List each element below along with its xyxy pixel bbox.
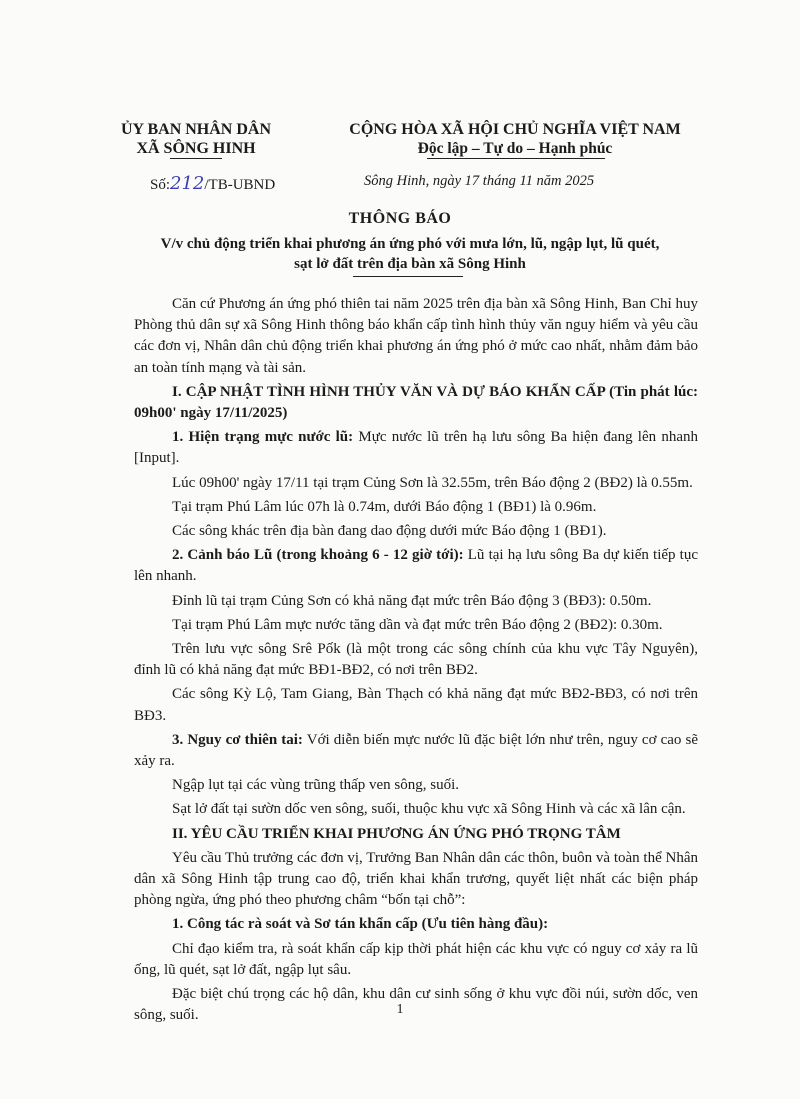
subject-line-2: sạt lở đất trên địa bàn xã Sông Hinh [294, 256, 526, 272]
national-motto: Độc lập – Tự do – Hạnh phúc [417, 140, 613, 157]
document-date: Sông Hinh, ngày 17 tháng 11 năm 2025 [364, 173, 595, 189]
paragraph: Lúc 09h00' ngày 17/11 tại trạm Củng Sơn là 32.55m, trên Báo động 2 (BĐ2) là 0.55m. [172, 474, 693, 491]
subsection-label: 1. Hiện trạng mực nước lũ: [172, 429, 354, 446]
paragraph [134, 427, 698, 469]
document-title: THÔNG BÁO [348, 210, 452, 227]
paragraph-text: Lũ tại hạ lưu sông Ba dự kiến tiếp tục lên nhanh. [134, 547, 698, 585]
paragraph: Các sông Kỳ Lộ, Tam Giang, Bàn Thạch có khả năng đạt mức BĐ2-BĐ3, có nơi trên BĐ3. [134, 686, 698, 724]
paragraph: Chỉ đạo kiểm tra, rà soát khẩn cấp kịp thời phát hiện các khu vực có nguy cơ xảy ra lũ ống, lũ quét, sạt lở đất, ngập lụt sâu. [134, 940, 698, 978]
paragraph: Yêu cầu Thủ trưởng các đơn vị, Trưởng Ban Nhân dân các thôn, buôn và toàn thể Nhân dân xã Sông Hinh tập trung cao độ, triển khai khẩn trương, quyết liệt nhất các biện pháp phòng ngừa, ứng phó theo phương châm “bốn tại chỗ”: [134, 849, 698, 909]
subsection-label: 2. Cảnh báo Lũ (trong khoảng 6 - 12 giờ tới): [172, 547, 464, 564]
paragraph: Ngập lụt tại các vùng trũng thấp ven sông, suối. [172, 777, 460, 794]
authority-underline [170, 158, 222, 159]
subsection-heading: 1. Công tác rà soát và Sơ tán khẩn cấp (Ưu tiên hàng đầu): [172, 916, 549, 933]
section-2-heading: II. YÊU CẦU TRIỂN KHAI PHƯƠNG ÁN ỨNG PHÓ TRỌNG TÂM [172, 825, 621, 842]
subject-line-1: V/v chủ động triển khai phương án ứng phó với mưa lớn, lũ, ngập lụt, lũ quét, [160, 236, 660, 252]
subject-underline [353, 276, 463, 277]
issuing-authority [108, 120, 284, 158]
paragraph [134, 545, 698, 587]
paragraph-text: Mực nước lũ trên hạ lưu sông Ba hiện đang lên nhanh [Input]. [134, 429, 698, 467]
paragraph: Tại trạm Phú Lâm lúc 07h là 0.74m, dưới Báo động 1 (BĐ1) là 0.96m. [172, 498, 597, 515]
paragraph: Đặc biệt chú trọng các hộ dân, khu dân cư sinh sống ở khu vực đồi núi, sườn dốc, ven sông, suối. [134, 986, 698, 1024]
paragraph-text: Với diễn biến mực nước lũ đặc biệt lớn như trên, nguy cơ cao sẽ xảy ra. [134, 731, 698, 770]
subsection-label: 3. Nguy cơ thiên tai: [172, 731, 303, 748]
doc-number-suffix: /TB-UBND [204, 177, 276, 193]
paragraph: Sạt lở đất tại sườn dốc ven sông, suối, thuộc khu vực xã Sông Hinh và các xã lân cận. [172, 801, 686, 818]
paragraph: Các sông khác trên địa bàn đang dao động dưới mức Báo động 1 (BĐ1). [172, 523, 607, 540]
authority-name-line1: ỦY BAN NHÂN DÂN [120, 121, 272, 138]
section-1-heading: I. CẬP NHẬT TÌNH HÌNH THỦY VĂN VÀ DỰ BÁO KHẨN CẤP (Tin phát lúc: 09h00' ngày 17/11/2025) [134, 383, 698, 422]
paragraph: Tại trạm Phú Lâm mực nước tăng dần và đạt mức trên Báo động 2 (BĐ2): 0.30m. [172, 616, 663, 633]
intro-paragraph: Căn cứ Phương án ứng phó thiên tai năm 2025 trên địa bàn xã Sông Hinh, Ban Chỉ huy Phòng thủ dân sự xã Sông Hinh thông báo khẩn cấp tình hình thủy văn nguy hiểm và yêu cầu các đơn vị, Nhân dân chủ động triển khai phương án ứng phó ở mức cao nhất, nhằm đảm bảo an toàn tính mạng và tài sản. [134, 296, 698, 376]
doc-number-prefix: Số: [150, 177, 171, 193]
paragraph: Đỉnh lũ tại trạm Củng Sơn có khả năng đạt mức trên Báo động 3 (BĐ3): 0.50m. [172, 592, 652, 609]
handwritten-number: 212 [170, 173, 205, 194]
document-number [150, 173, 275, 194]
authority-name-line2: XÃ SÔNG HINH [136, 140, 256, 157]
motto-underline [427, 158, 605, 159]
page-number: 1 [396, 1002, 404, 1017]
document-subject [140, 234, 680, 274]
document-body [134, 294, 698, 1030]
paragraph [134, 730, 698, 772]
national-name: CỘNG HÒA XÃ HỘI CHỦ NGHĨA VIỆT NAM [349, 121, 681, 138]
national-header [330, 120, 700, 158]
paragraph: Trên lưu vực sông Srê Pốk (là một trong các sông chính của khu vực Tây Nguyên), đỉnh lũ có khả năng đạt mức BĐ1-BĐ2, có nơi trên BĐ2. [134, 641, 698, 679]
